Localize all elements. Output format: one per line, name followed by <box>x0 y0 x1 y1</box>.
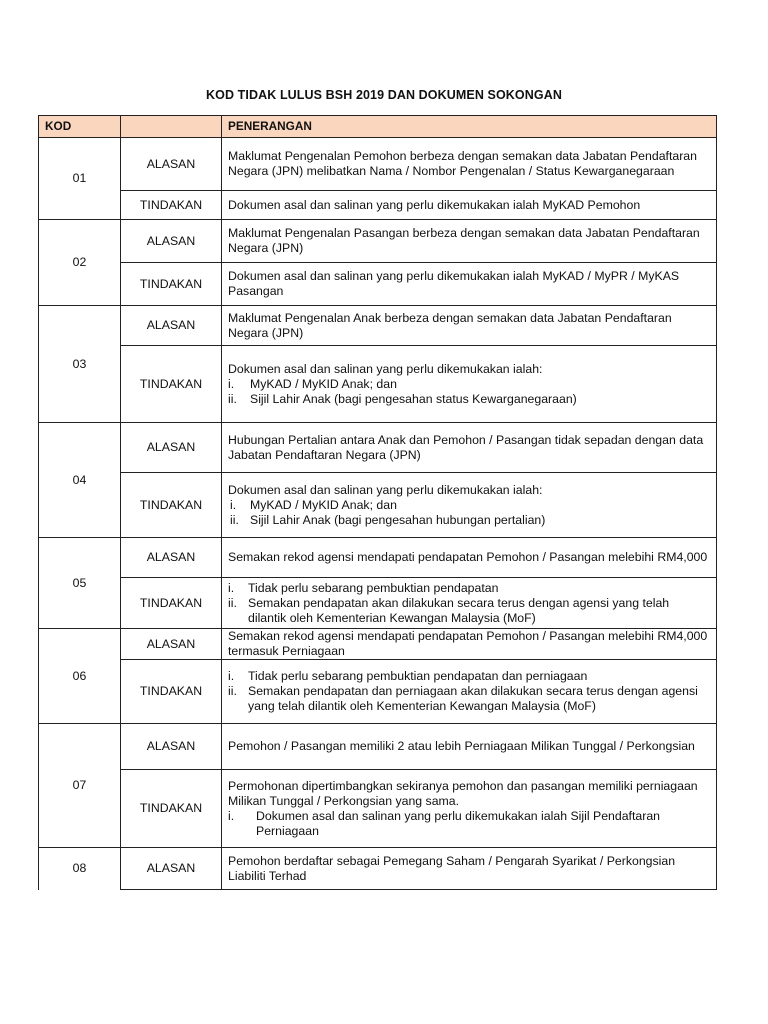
type-cell-tindakan: TINDAKAN <box>121 263 222 306</box>
kod-cell: 03 <box>39 306 121 423</box>
table-header-row <box>39 116 717 138</box>
tindakan-list <box>228 581 710 626</box>
alasan-text: Pemohon / Pasangan memiliki 2 atau lebih Perniagaan Milikan Tunggal / Perkongsian <box>222 724 717 770</box>
kod-cell: 04 <box>39 423 121 538</box>
list-text: Tidak perlu sebarang pembuktian pendapatan dan perniagaan <box>248 669 588 683</box>
list-number: ii. <box>228 595 237 610</box>
type-cell-alasan: ALASAN <box>121 629 222 660</box>
table-row <box>39 263 717 306</box>
type-cell-alasan: ALASAN <box>121 306 222 346</box>
header-kod: KOD <box>39 116 121 138</box>
table-row <box>39 306 717 346</box>
kod-cell: 01 <box>39 138 121 220</box>
tindakan-text: Dokumen asal dan salinan yang perlu dikemukakan ialah MyKAD / MyPR / MyKAS Pasangan <box>222 263 717 306</box>
tindakan-cell <box>222 770 717 848</box>
type-cell-alasan: ALASAN <box>121 848 222 890</box>
type-cell-tindakan: TINDAKAN <box>121 191 222 220</box>
tindakan-list <box>228 498 710 528</box>
type-cell-tindakan: TINDAKAN <box>121 770 222 848</box>
tindakan-text: Dokumen asal dan salinan yang perlu dikemukakan ialah MyKAD Pemohon <box>222 191 717 220</box>
table-row <box>39 629 717 660</box>
list-number: i. <box>228 376 235 391</box>
list-number: ii. <box>228 684 237 698</box>
type-cell-tindakan: TINDAKAN <box>121 660 222 724</box>
list-item <box>228 392 710 407</box>
tindakan-list <box>228 377 710 407</box>
tindakan-cell <box>222 346 717 423</box>
list-number: i. <box>228 580 235 595</box>
list-item <box>228 377 710 392</box>
list-number: i. <box>228 808 235 823</box>
table-row <box>39 660 717 724</box>
list-number: i. <box>228 669 235 683</box>
kod-cell: 06 <box>39 629 121 724</box>
document-title: KOD TIDAK LULUS BSH 2019 DAN DOKUMEN SOKONGAN <box>206 88 562 102</box>
tindakan-intro: Permohonan dipertimbangkan sekiranya pemohon dan pasangan memiliki perniagaan Milikan Tunggal / Perkongsian yang sama. <box>228 778 698 808</box>
header-penerangan: PENERANGAN <box>222 116 717 138</box>
tindakan-cell <box>222 473 717 538</box>
table-row <box>39 848 717 890</box>
table-row <box>39 538 717 578</box>
table-row <box>39 578 717 629</box>
type-cell-alasan: ALASAN <box>121 220 222 263</box>
type-cell-tindakan: TINDAKAN <box>121 346 222 423</box>
alasan-text: Maklumat Pengenalan Pasangan berbeza dengan semakan data Jabatan Pendaftaran Negara (JPN) <box>222 220 717 263</box>
tindakan-cell <box>222 660 717 724</box>
table-row <box>39 770 717 848</box>
list-item <box>228 669 710 684</box>
type-cell-tindakan: TINDAKAN <box>121 578 222 629</box>
type-cell-alasan: ALASAN <box>121 423 222 473</box>
list-number: i. <box>230 497 237 512</box>
header-type <box>121 116 222 138</box>
list-text: MyKAD / MyKID Anak; dan <box>250 497 397 512</box>
list-text: Semakan pendapatan dan perniagaan akan dilakukan secara terus dengan agensi yang telah dilantik oleh Kementerian Kewangan Malaysia (MoF) <box>248 684 698 713</box>
type-cell-alasan: ALASAN <box>121 724 222 770</box>
alasan-text: Hubungan Pertalian antara Anak dan Pemohon / Pasangan tidak sepadan dengan data Jabatan Pendaftaran Negara (JPN) <box>222 423 717 473</box>
list-item <box>228 684 710 714</box>
table-row <box>39 346 717 423</box>
tindakan-list <box>228 669 710 714</box>
list-text: Sijil Lahir Anak (bagi pengesahan status Kewarganegaraan) <box>250 391 577 406</box>
list-text: Dokumen asal dan salinan yang perlu dikemukakan ialah Sijil Pendaftaran Perniagaan <box>256 808 660 838</box>
alasan-text: Maklumat Pengenalan Pemohon berbeza dengan semakan data Jabatan Pendaftaran Negara (JPN) melibatkan Nama / Nombor Pengenalan / Status Kewarganegaraan <box>222 138 717 191</box>
kod-cell: 05 <box>39 538 121 629</box>
list-item <box>228 581 710 596</box>
alasan-text: Pemohon berdaftar sebagai Pemegang Saham / Pengarah Syarikat / Perkongsian Liabiliti Terhad <box>222 848 717 890</box>
table-row <box>39 473 717 538</box>
table-row <box>39 191 717 220</box>
list-item <box>228 809 710 839</box>
type-cell-alasan: ALASAN <box>121 138 222 191</box>
type-cell-alasan: ALASAN <box>121 538 222 578</box>
table-row <box>39 220 717 263</box>
list-number: ii. <box>228 391 237 406</box>
list-text: MyKAD / MyKID Anak; dan <box>250 376 397 391</box>
list-text: Tidak perlu sebarang pembuktian pendapatan <box>248 580 499 595</box>
list-number: ii. <box>230 512 239 527</box>
list-item <box>228 498 710 513</box>
kod-table <box>38 115 717 890</box>
kod-cell: 07 <box>39 724 121 848</box>
tindakan-list <box>228 809 710 839</box>
tindakan-intro: Dokumen asal dan salinan yang perlu dikemukakan ialah: <box>228 361 543 376</box>
alasan-text: Semakan rekod agensi mendapati pendapatan Pemohon / Pasangan melebihi RM4,000 termasuk Perniagaan <box>222 629 717 660</box>
list-item <box>228 513 710 528</box>
list-text: Sijil Lahir Anak (bagi pengesahan hubungan pertalian) <box>250 512 546 527</box>
tindakan-intro: Dokumen asal dan salinan yang perlu dikemukakan ialah: <box>228 482 543 497</box>
tindakan-cell <box>222 578 717 629</box>
alasan-text: Semakan rekod agensi mendapati pendapatan Pemohon / Pasangan melebihi RM4,000 <box>222 538 717 578</box>
table-row <box>39 423 717 473</box>
alasan-text: Maklumat Pengenalan Anak berbeza dengan semakan data Jabatan Pendaftaran Negara (JPN) <box>222 306 717 346</box>
kod-cell: 08 <box>39 848 121 890</box>
list-item <box>228 596 710 626</box>
table-row <box>39 138 717 191</box>
table-row <box>39 724 717 770</box>
kod-cell: 02 <box>39 220 121 306</box>
list-text: Semakan pendapatan akan dilakukan secara terus dengan agensi yang telah dilantik oleh Kementerian Kewangan Malaysia (MoF) <box>248 595 670 625</box>
type-cell-tindakan: TINDAKAN <box>121 473 222 538</box>
